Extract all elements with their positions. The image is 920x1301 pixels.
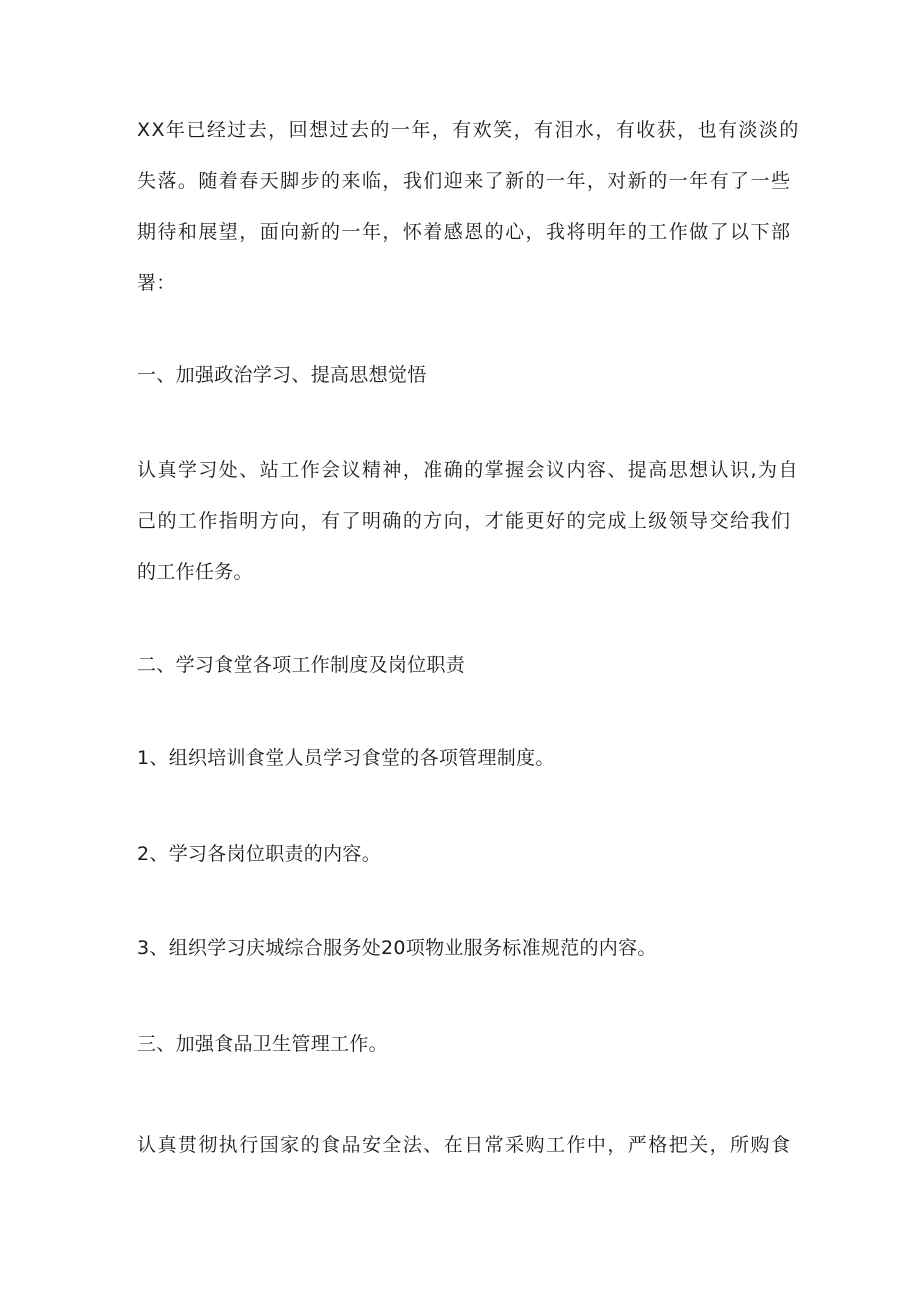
section-3-body-line-1: 认真贯彻执行国家的食品安全法、在日常采购工作中，严格把关，所购食 xyxy=(137,1134,792,1156)
section-1-body-line-1: 认真学习处、站工作会议精神，准确的掌握会议内容、提高思想认识,为自 xyxy=(137,459,799,481)
section-2-item-3: 3、组织学习庆城综合服务处20项物业服务标准规范的内容。 xyxy=(137,937,657,959)
section-1-body-line-2: 己的工作指明方向，有了明确的方向，才能更好的完成上级领导交给我们 xyxy=(137,510,792,532)
section-3-heading: 三、加强食品卫生管理工作。 xyxy=(137,1033,388,1055)
section-1-body-line-3: 的工作任务。 xyxy=(137,561,253,583)
intro-line-2: 失落。随着春天脚步的来临，我们迎来了新的一年，对新的一年有了一些 xyxy=(137,170,792,192)
section-2-item-2: 2、学习各岗位职责的内容。 xyxy=(137,843,381,865)
intro-line-1: XX年已经过去，回想过去的一年，有欢笑，有泪水，有收获，也有淡淡的 xyxy=(137,119,800,141)
intro-line-4: 署： xyxy=(137,272,176,294)
intro-line-3: 期待和展望，面向新的一年，怀着感恩的心，我将明年的工作做了以下部 xyxy=(137,221,792,243)
section-2-heading: 二、学习食堂各项工作制度及岗位职责 xyxy=(137,654,466,676)
section-2-item-1: 1、组织培训食堂人员学习食堂的各项管理制度。 xyxy=(137,747,555,769)
section-1-heading: 一、加强政治学习、提高思想觉悟 xyxy=(137,364,427,386)
